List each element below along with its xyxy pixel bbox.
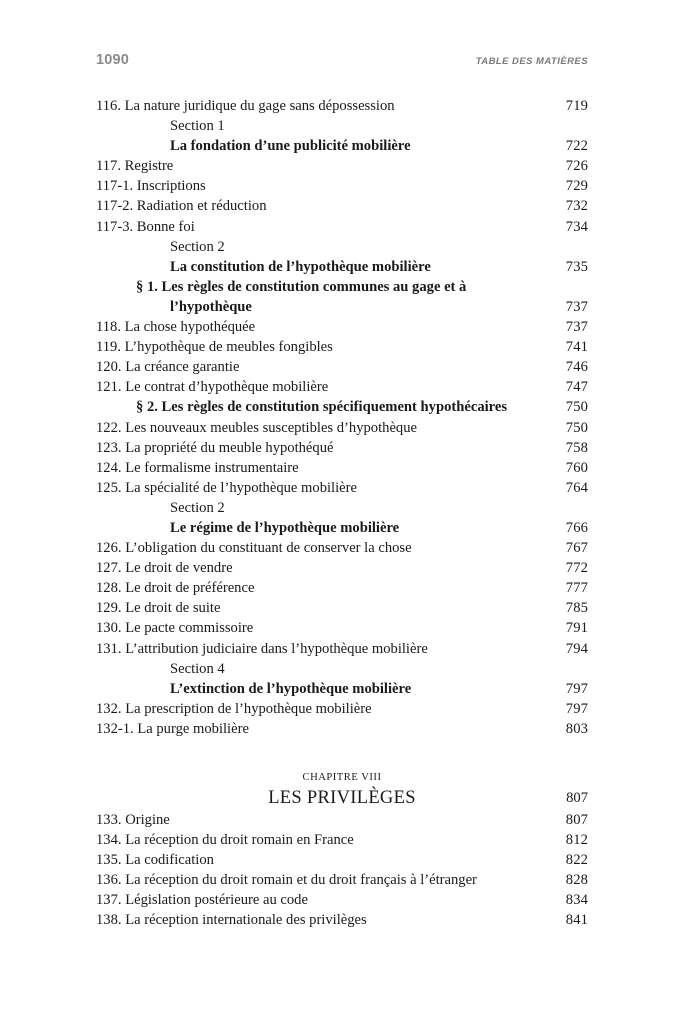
toc-row [96,176,588,196]
toc-row-page-number: 797 [565,680,588,697]
toc-row-page-number: 764 [565,479,588,496]
toc-row [96,850,588,870]
running-head [96,52,588,68]
toc-row-label: 136. La réception du droit romain et du droit français à l’étranger [96,872,477,889]
toc-row [96,618,588,638]
toc-row [96,830,588,850]
toc-row [96,357,588,377]
toc-row-page-number: 794 [565,640,588,657]
toc-row-page-number: 772 [565,560,588,577]
toc-row-page-number: 750 [565,399,588,416]
toc-row-page-number: 734 [565,218,588,235]
toc-row [96,257,588,277]
toc-row-label: 119. L’hypothèque de meubles fongibles [96,339,333,356]
chapter-heading-block [96,769,588,810]
toc-row-page-number: 807 [565,812,588,828]
toc-row-label: Section 2 [170,238,225,255]
toc-row [96,217,588,237]
toc-row [96,719,588,739]
toc-row [96,538,588,558]
chapter-spacer [96,739,588,769]
toc-row-label: 117. Registre [96,158,174,175]
toc-row-label: § 1. Les règles de constitution communes au gage et à [136,278,467,295]
toc-row [96,639,588,659]
toc-row [96,397,588,417]
toc-row [96,598,588,618]
toc-row-label: 134. La réception du droit romain en France [96,832,354,849]
toc-row-label: Section 2 [170,499,225,516]
chapter-page-number: 807 [566,790,588,806]
toc-row [96,810,588,830]
toc-row-page-number: 785 [565,600,588,617]
toc-row-page-number: 719 [565,98,588,114]
toc-row-label: Section 4 [170,660,225,677]
toc-row-label: L’extinction de l’hypothèque mobilière [170,680,412,697]
toc-row-page-number: 737 [565,298,588,315]
toc-row-label: 129. Le droit de suite [96,600,221,617]
toc-row [96,438,588,458]
toc-row [96,659,588,679]
toc-row-label: 126. L’obligation du constituant de conserver la chose [96,540,412,557]
toc-row-label: 138. La réception internationale des privilèges [96,912,367,929]
toc-row [96,337,588,357]
toc-row [96,679,588,699]
toc-row-page-number: 767 [565,540,588,557]
toc-row-label: 124. Le formalisme instrumentaire [96,459,299,476]
toc-row-label: 130. Le pacte commissoire [96,620,254,637]
toc-row-label: 122. Les nouveaux meubles susceptibles d’hypothèque [96,419,417,436]
chapter-number: CHAPITRE VIII [302,772,382,783]
toc-row-label: La constitution de l’hypothèque mobilière [170,258,431,275]
toc-row [96,578,588,598]
toc-row-label: 123. La propriété du meuble hypothéqué [96,439,334,456]
toc-row-label: Le régime de l’hypothèque mobilière [170,519,400,536]
toc-row-label: § 2. Les règles de constitution spécifiquement hypothécaires [136,399,508,416]
toc-row-page-number: 741 [565,339,588,356]
toc-row-page-number: 747 [565,379,588,396]
toc-row [96,498,588,518]
toc-row [96,156,588,176]
toc-row-label: 133. Origine [96,812,170,828]
toc-row [96,317,588,337]
toc-row-label: 116. La nature juridique du gage sans dépossession [96,98,395,114]
toc-row [96,297,588,317]
toc-row-label: 121. Le contrat d’hypothèque mobilière [96,379,329,396]
toc-entry-list-bottom [96,810,588,931]
toc-row [96,478,588,498]
toc-row-page-number: 758 [565,439,588,456]
toc-row-label: 118. La chose hypothéquée [96,319,256,336]
toc-row-page-number: 841 [565,912,588,929]
toc-row-label: 131. L’attribution judiciaire dans l’hypothèque mobilière [96,640,428,657]
toc-entry-list-top [96,96,588,739]
toc-row-label: 127. Le droit de vendre [96,560,233,577]
toc-row-page-number: 722 [565,138,588,155]
toc-row-label: 117-1. Inscriptions [96,178,206,195]
chapter-title-row [96,786,588,810]
toc-row [96,136,588,156]
toc-row [96,116,588,136]
toc-row-page-number: 834 [565,892,588,909]
toc-row-label: 117-2. Radiation et réduction [96,198,267,215]
toc-row [96,699,588,719]
toc-row [96,196,588,216]
toc-row-label: 132. La prescription de l’hypothèque mobilière [96,700,372,717]
toc-row-page-number: 777 [565,580,588,597]
toc-row-label: La fondation d’une publicité mobilière [170,138,411,155]
toc-row [96,237,588,257]
toc-row-page-number: 766 [565,519,588,536]
toc-row-label: l’hypothèque [170,298,252,315]
toc-row-label: 120. La créance garantie [96,359,240,376]
toc-row-page-number: 732 [565,198,588,215]
toc-row-page-number: 828 [565,872,588,889]
toc-row-page-number: 750 [565,419,588,436]
toc-row [96,558,588,578]
chapter-title: LES PRIVILÈGES [268,788,416,808]
toc-row-page-number: 729 [565,178,588,195]
toc-row [96,96,588,116]
toc-row-label: 117-3. Bonne foi [96,218,195,235]
toc-row-page-number: 797 [565,700,588,717]
toc-row [96,518,588,538]
toc-row-page-number: 760 [565,459,588,476]
toc-row-page-number: 735 [565,258,588,275]
toc-row-label: 137. Législation postérieure au code [96,892,308,909]
toc-row [96,910,588,930]
toc-row-label: 135. La codification [96,852,214,869]
table-of-contents [96,96,588,931]
toc-row [96,418,588,438]
toc-row-label: 132-1. La purge mobilière [96,720,249,737]
toc-row [96,458,588,478]
toc-row-page-number: 822 [565,852,588,869]
toc-row-page-number: 803 [565,720,588,737]
toc-row-page-number: 746 [565,359,588,376]
toc-row-page-number: 812 [565,832,588,849]
toc-row-label: 125. La spécialité de l’hypothèque mobilière [96,479,357,496]
toc-row-page-number: 791 [565,620,588,637]
toc-row-label: 128. Le droit de préférence [96,580,255,597]
toc-row [96,890,588,910]
toc-row-page-number: 737 [565,319,588,336]
page-folio-number: 1090 [96,52,130,68]
toc-row [96,277,588,297]
toc-row-label: Section 1 [170,118,225,135]
toc-row [96,377,588,397]
running-head-title: TABLE DES MATIÈRES [475,56,588,67]
toc-row [96,870,588,890]
toc-row-page-number: 726 [565,158,588,175]
